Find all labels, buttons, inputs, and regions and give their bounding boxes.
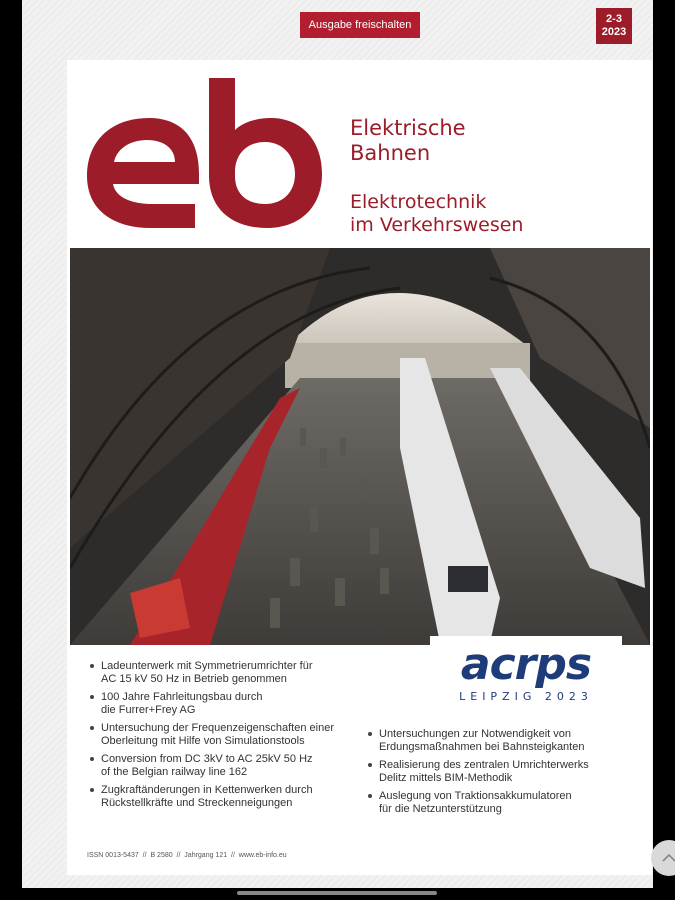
issn: ISSN 0013-5437 (87, 852, 139, 859)
issue-number: 2-3 (606, 13, 622, 25)
magazine-subtitle: Elektrotechnik im Verkehrswesen (350, 191, 524, 236)
contents-left (87, 660, 357, 815)
publication-info: ISSN 0013-5437 // B 2580 // Jahrgang 121 // www.eb-info.eu (87, 852, 287, 859)
contents-item: Untersuchungen zur Notwendigkeit von Erdungsmaßnahmen bei Bahnsteigkanten (365, 728, 615, 753)
postal-code: B 2580 (150, 852, 173, 859)
volume: Jahrgang 121 (184, 852, 228, 859)
magazine-viewer (22, 0, 653, 888)
contents-item: Zugkraftänderungen in Kettenwerken durch Rückstellkräfte und Streckenneigungen (87, 784, 357, 809)
contents-item: Realisierung des zentralen Umrichterwerks Delitz mittels BIM-Methodik (365, 759, 615, 784)
home-indicator[interactable] (237, 891, 437, 895)
website: www.eb-info.eu (238, 852, 287, 859)
contents-item: Auslegung von Traktionsakkumulatoren für die Netzunterstützung (365, 790, 615, 815)
magazine-cover[interactable] (67, 60, 652, 875)
contents-item: 100 Jahre Fahrleitungsbau durch die Furrer+Frey AG (87, 691, 357, 716)
contents-item: Ladeunterwerk mit Symmetrierumrichter für AC 15 kV 50 Hz in Betrieb genommen (87, 660, 357, 685)
eb-logo (87, 78, 322, 228)
contents-item: Untersuchung der Frequenzeigenschaften einer Oberleitung mit Hilfe von Simulationstools (87, 722, 357, 747)
acrps-banner (430, 636, 622, 714)
issue-badge (596, 8, 632, 44)
contents-right (365, 728, 615, 821)
magazine-title: Elektrische Bahnen (350, 116, 466, 165)
acrps-logo: acrps (460, 639, 592, 690)
issue-year: 2023 (601, 26, 627, 38)
contents-item: Conversion from DC 3kV to AC 25kV 50 Hz of the Belgian railway line 162 (87, 753, 357, 778)
unlock-issue-button[interactable]: Ausgabe freischalten (300, 12, 420, 38)
scroll-to-top-button[interactable] (651, 840, 675, 876)
cover-photo (70, 248, 650, 645)
acrps-subline: LEIPZIG 2023 (459, 690, 593, 703)
chevron-up-icon (662, 853, 675, 863)
